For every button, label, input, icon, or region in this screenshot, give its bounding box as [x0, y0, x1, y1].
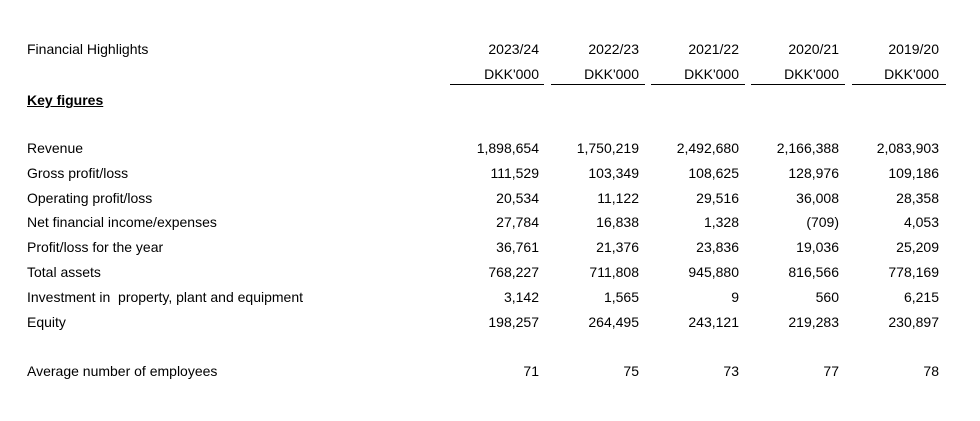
cell-value: 230,897 — [888, 314, 939, 330]
header-rule — [751, 84, 845, 85]
cell-value: 16,838 — [596, 214, 639, 230]
row-label: Total assets — [27, 264, 101, 280]
cell-value: 3,142 — [503, 289, 539, 305]
cell-value: 20,534 — [496, 190, 539, 206]
cell-value: 778,169 — [888, 264, 939, 280]
cell-value: 27,784 — [496, 214, 539, 230]
cell-value: 6,215 — [903, 289, 939, 305]
cell-value: 4,053 — [903, 214, 939, 230]
cell-value: 36,761 — [496, 239, 539, 255]
cell-value: 11,122 — [597, 190, 639, 206]
cell-value: 243,121 — [688, 314, 739, 330]
cell-value: 73 — [723, 363, 739, 379]
cell-value: 1,898,654 — [476, 140, 539, 156]
cell-value: 111,529 — [490, 165, 539, 181]
cell-value: 1,750,219 — [576, 140, 639, 156]
cell-value: 945,880 — [688, 264, 739, 280]
cell-value: 19,036 — [796, 239, 839, 255]
cell-value: 560 — [815, 289, 839, 305]
cell-value: 103,349 — [588, 165, 639, 181]
cell-value: 816,566 — [788, 264, 839, 280]
row-label: Average number of employees — [27, 363, 218, 379]
header-rule — [450, 84, 544, 85]
year-header: 2022/23 — [588, 41, 639, 57]
cell-value: 77 — [823, 363, 839, 379]
cell-value: 219,283 — [788, 314, 839, 330]
year-header: 2019/20 — [888, 41, 939, 57]
year-header: 2023/24 — [488, 41, 539, 57]
cell-value: 128,976 — [788, 165, 839, 181]
year-header: 2020/21 — [788, 41, 839, 57]
cell-value: 768,227 — [488, 264, 539, 280]
unit-header: DKK'000 — [584, 66, 639, 82]
row-label: Equity — [27, 314, 66, 330]
row-label: Profit/loss for the year — [27, 239, 164, 255]
cell-value: 264,495 — [588, 314, 639, 330]
cell-value: 75 — [623, 363, 639, 379]
unit-header: DKK'000 — [784, 66, 839, 82]
cell-value: 2,083,903 — [876, 140, 939, 156]
cell-value: (709) — [806, 214, 839, 230]
row-label: Operating profit/loss — [27, 190, 153, 206]
unit-header: DKK'000 — [684, 66, 739, 82]
cell-value: 198,257 — [488, 314, 539, 330]
cell-value: 71 — [523, 363, 539, 379]
page-title: Financial Highlights — [27, 41, 149, 57]
unit-header: DKK'000 — [884, 66, 939, 82]
cell-value: 108,625 — [688, 165, 739, 181]
header-rule — [852, 84, 946, 85]
header-rule — [551, 84, 645, 85]
row-label: Revenue — [27, 140, 84, 156]
cell-value: 28,358 — [896, 190, 939, 206]
cell-value: 78 — [923, 363, 939, 379]
cell-value: 23,836 — [696, 239, 739, 255]
cell-value: 109,186 — [888, 165, 939, 181]
header-rule — [651, 84, 745, 85]
cell-value: 1,565 — [603, 289, 639, 305]
cell-value: 1,328 — [703, 214, 739, 230]
cell-value: 21,376 — [596, 239, 639, 255]
cell-value: 36,008 — [796, 190, 839, 206]
row-label: Net financial income/expenses — [27, 214, 217, 230]
year-header: 2021/22 — [688, 41, 739, 57]
cell-value: 2,166,388 — [776, 140, 839, 156]
cell-value: 29,516 — [696, 190, 739, 206]
cell-value: 711,808 — [589, 264, 639, 280]
row-label: Investment in property, plant and equipment — [27, 289, 304, 305]
section-heading: Key figures — [27, 92, 104, 108]
cell-value: 25,209 — [896, 239, 939, 255]
row-label: Gross profit/loss — [27, 165, 129, 181]
cell-value: 9 — [731, 289, 739, 305]
unit-header: DKK'000 — [484, 66, 539, 82]
cell-value: 2,492,680 — [676, 140, 739, 156]
